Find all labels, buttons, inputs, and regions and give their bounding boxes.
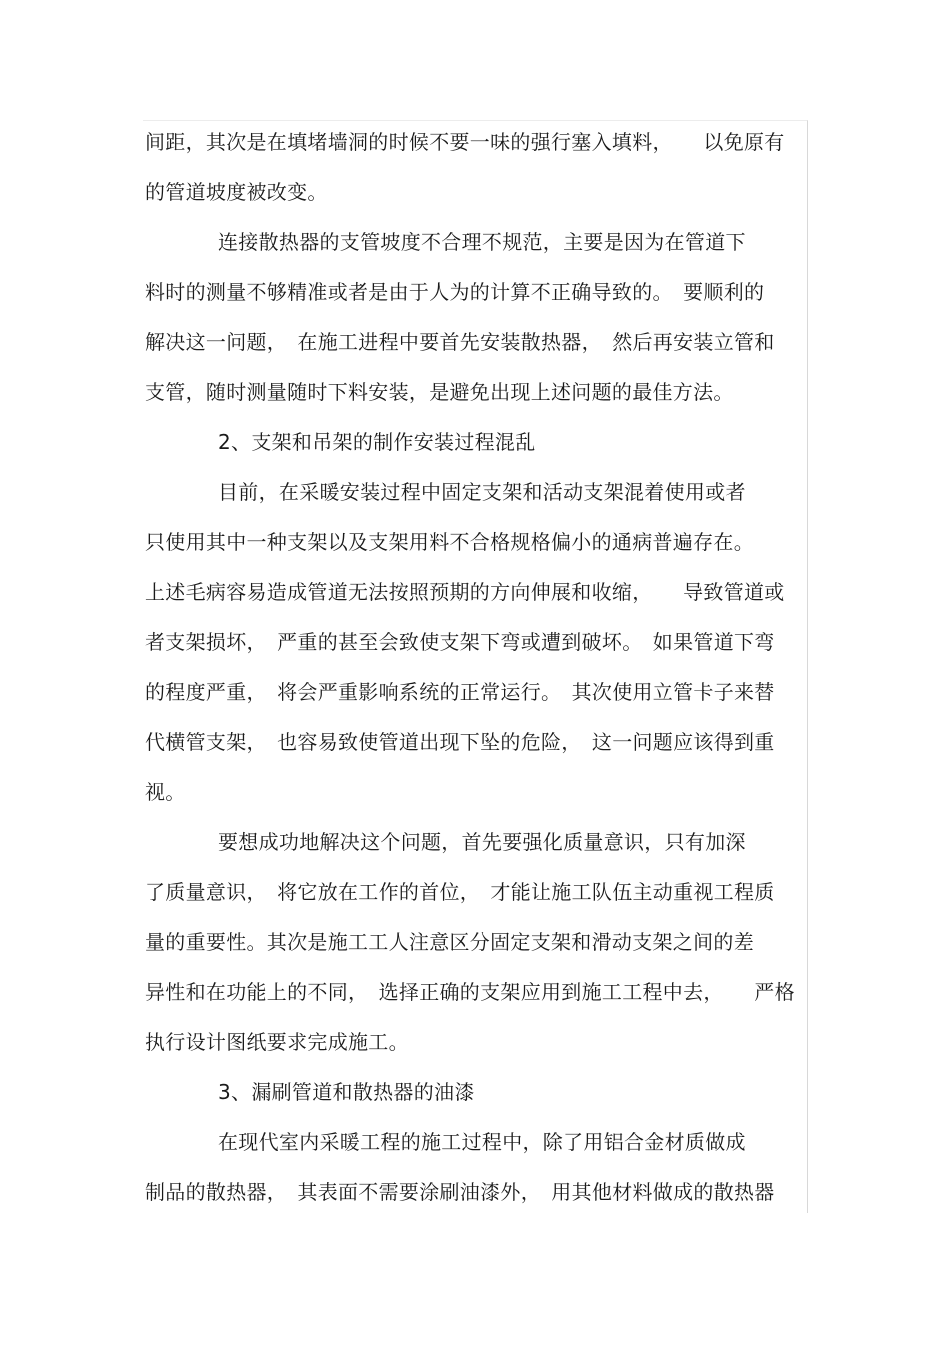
text-line: 间距，其次是在填堵墙洞的时候不要一味的强行塞入填料， 以免原有 xyxy=(145,130,785,154)
text-line: 的管道坡度被改变。 xyxy=(145,180,328,204)
text-line: 了质量意识， 将它放在工作的首位， 才能让施工队伍主动重视工程质 xyxy=(145,880,775,904)
paragraph-start-line: 要想成功地解决这个问题，首先要强化质量意识，只有加深 xyxy=(218,830,746,854)
text-line: 者支架损坏， 严重的甚至会致使支架下弯或遭到破坏。 如果管道下弯 xyxy=(145,630,775,654)
paragraph-start-line: 连接散热器的支管坡度不合理不规范，主要是因为在管道下 xyxy=(218,230,746,254)
paragraph-start-line: 目前，在采暖安装过程中固定支架和活动支架混着使用或者 xyxy=(218,480,746,504)
text-line: 的程度严重， 将会严重影响系统的正常运行。 其次使用立管卡子来替 xyxy=(145,680,775,704)
text-line: 上述毛病容易造成管道无法按照预期的方向伸展和收缩， 导致管道或 xyxy=(145,580,785,604)
text-line: 解决这一问题， 在施工进程中要首先安装散热器， 然后再安装立管和 xyxy=(145,330,775,354)
text-line: 代横管支架， 也容易致使管道出现下坠的危险， 这一问题应该得到重 xyxy=(145,730,775,754)
paragraph-start-line: 在现代室内采暖工程的施工过程中，除了用铝合金材质做成 xyxy=(218,1130,746,1154)
text-line: 制品的散热器， 其表面不需要涂刷油漆外， 用其他材料做成的散热器 xyxy=(145,1180,775,1204)
section-heading: 3、漏刷管道和散热器的油漆 xyxy=(218,1080,475,1104)
text-line: 执行设计图纸要求完成施工。 xyxy=(145,1030,409,1054)
text-line: 只使用其中一种支架以及支架用料不合格规格偏小的通病普遍存在。 xyxy=(145,530,754,554)
text-line: 支管，随时测量随时下料安装，是避免出现上述问题的最佳方法。 xyxy=(145,380,734,404)
text-line: 视。 xyxy=(145,780,186,804)
text-line: 量的重要性。其次是施工工人注意区分固定支架和滑动支架之间的差 xyxy=(145,930,754,954)
text-line: 异性和在功能上的不同， 选择正确的支架应用到施工工程中去， 严格 xyxy=(145,980,795,1004)
section-heading: 2、支架和吊架的制作安装过程混乱 xyxy=(218,430,536,454)
text-line: 料时的测量不够精准或者是由于人为的计算不正确导致的。 要顺利的 xyxy=(145,280,765,304)
